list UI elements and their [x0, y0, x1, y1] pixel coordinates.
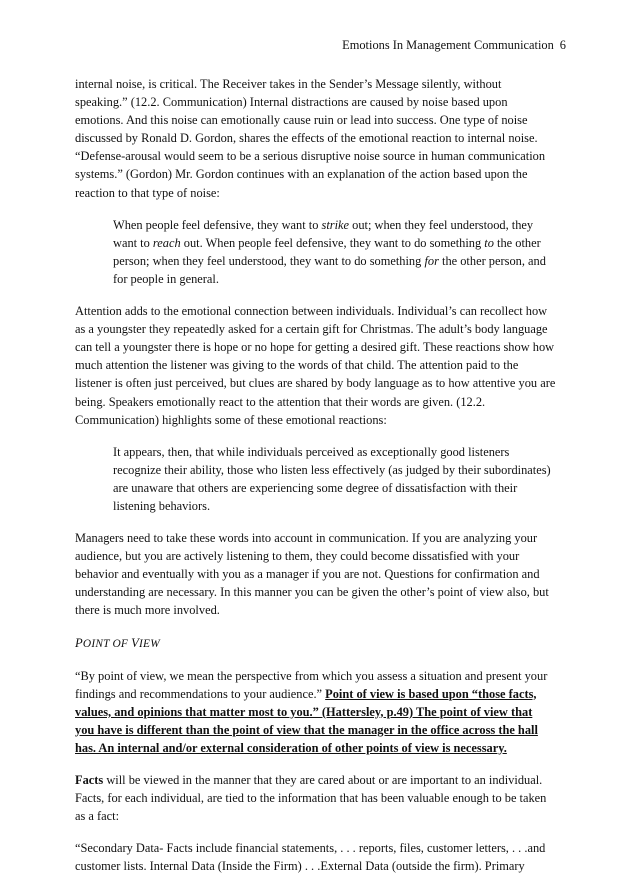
- block-quote-listeners: [75, 443, 574, 515]
- running-header: [342, 36, 566, 54]
- text-line: customer lists. Internal Data (Inside the Firm) . . .External Data (outside the firm). Primary: [75, 859, 525, 874]
- text-line: has. An internal and/or external consideration of other points of view is necessary.: [75, 740, 507, 755]
- paragraph-attention: [75, 302, 574, 429]
- text-line: Managers need to take these words into account in communication. If you are analyzing your: [75, 531, 538, 546]
- text-line: Communication) highlights some of these emotional reactions:: [75, 412, 387, 427]
- quote-line: for people in general.: [113, 271, 219, 286]
- header-title: Emotions In Management Communication: [342, 38, 554, 52]
- text-line: listener is often just perceived, but clues are shared by body language as to how attentive you are: [75, 376, 556, 391]
- page-number: 6: [559, 38, 566, 52]
- text-line: Facts, for each individual, are tied to the information that has been valuable enough to be taken: [75, 791, 547, 806]
- paragraph-facts: [75, 771, 574, 825]
- text-line: internal noise, is critical. The Receiver takes in the Sender’s Message silently, without: [75, 77, 502, 91]
- text-line: emotions. And this noise can emotionally cause ruin or lead into success. One type of noise: [75, 113, 528, 128]
- paragraph-secondary-data: [75, 839, 574, 875]
- text-line: can tell a youngster there is hope or no hope for getting a desired gift. These reactions show how: [75, 340, 555, 355]
- text-line: findings and recommendations to your audience.” Point of view is based upon “those facts,: [75, 686, 537, 701]
- text-line: understanding are necessary. In this manner you can be given the other’s point of view also, but: [75, 585, 549, 600]
- paragraph-point-of-view: [75, 667, 574, 757]
- quote-line: When people feel defensive, they want to strike out; when they feel understood, they: [113, 217, 534, 232]
- text-line: speaking.” (12.2. Communication) Internal distractions are caused by noise based upon: [75, 95, 508, 110]
- quote-line: listening behaviors.: [113, 498, 211, 513]
- text-line: as a youngster they repeatedly asked for a certain gift for Christmas. The adult’s body language: [75, 322, 548, 337]
- text-line: discussed by Ronald D. Gordon, shares the effects of the emotional reaction to internal noise.: [75, 131, 538, 146]
- text-line: systems.” (Gordon) Mr. Gordon continues with an explanation of the action based upon the: [75, 167, 528, 182]
- text-line: values, and opinions that matter most to you.” (Hattersley, p.49) The point of view that: [75, 704, 533, 719]
- quote-line: recognize their ability, those who listen less effectively (as judged by their subordinates): [113, 462, 551, 477]
- text-line: you have is different than the point of view that the manager in the office across the hall: [75, 722, 538, 737]
- text-line: “Defense-arousal would seem to be a serious disruptive noise source in human communication: [75, 149, 546, 164]
- document-body: [75, 75, 574, 875]
- quote-line: want to reach out. When people feel defensive, they want to do something to the other: [113, 235, 541, 250]
- text-line: being. Speakers emotionally react to the attention that their words are given. (12.2.: [75, 394, 486, 409]
- quote-line: person; when they feel understood, they want to do something for the other person, and: [113, 253, 546, 268]
- text-line: Attention adds to the emotional connection between individuals. Individual’s can recollect how: [75, 304, 548, 319]
- text-line: “By point of view, we mean the perspective from which you assess a situation and present your: [75, 668, 548, 683]
- text-line: much attention the listener was giving to the words of that child. The attention paid to the: [75, 358, 519, 373]
- text-line: there is much more involved.: [75, 603, 220, 618]
- text-line: reaction to that type of noise:: [75, 185, 220, 200]
- paragraph-managers: [75, 529, 574, 619]
- paragraph-internal-noise: [75, 75, 574, 202]
- text-line: as a fact:: [75, 809, 120, 824]
- quote-line: are unaware that others are experiencing some degree of dissatisfaction with their: [113, 480, 518, 495]
- section-heading-point-of-view: POINT OF VIEW: [75, 635, 160, 650]
- block-quote-gordon: [75, 216, 574, 288]
- text-line: audience, but you are actively listening to them, they could become dissatisfied with your: [75, 549, 520, 564]
- text-line: Facts will be viewed in the manner that they are cared about or are important to an individual.: [75, 773, 543, 787]
- quote-line: It appears, then, that while individuals perceived as exceptionally good listeners: [113, 444, 510, 459]
- text-line: “Secondary Data- Facts include financial statements, . . . reports, files, customer letters, . . .and: [75, 841, 546, 856]
- text-line: behavior and eventually with you as a manager if you are not. Questions for confirmation and: [75, 567, 540, 582]
